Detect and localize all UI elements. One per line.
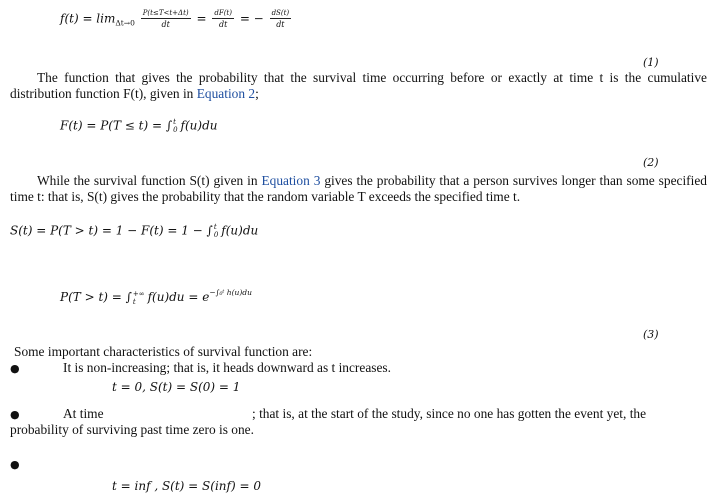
eq3-number: (3) [643,328,659,341]
eq1-fraction-probability [141,8,191,30]
eq3a-integral-limits [214,223,218,239]
eq3b-exponent: −∫₀ᵗ h(u)du [209,288,252,297]
eq1-lhs: f(t) = lim [60,11,116,26]
eq2-int-upper: t [173,118,176,126]
eq1-number: (1) [643,56,659,69]
paragraph-cdf [10,70,707,102]
eq1-frac2-denominator: dt [219,20,228,29]
bullet-2-lead: At time [63,406,104,421]
characteristics-intro: Some important characteristics of survival function are: [14,344,313,359]
eq1-frac1-denominator: dt [161,20,170,29]
eq3a-left: S(t) = P(T > t) = 1 − F(t) = 1 − ∫ [10,223,213,238]
para1-equation-ref[interactable]: Equation 2 [196,86,256,101]
eq1-frac2-numerator: dF(t) [214,9,232,17]
eq1-limit-subscript: Δt→0 [115,18,135,28]
equation-2 [60,118,218,134]
eq2-left: F(t) = P(T ≤ t) = ∫ [60,118,173,133]
eq1-fraction-dS [270,8,292,30]
eq3b-int-upper: +∞ [132,289,145,298]
bullet-2-text: ; that is, at the start of the study, since no one has gotten the event yet, the [252,406,647,421]
eq3b-mid: f(u)du = e [147,290,210,304]
eq1-frac1-numerator: P(t≤T<t+Δt) [142,9,189,17]
equation-3a [10,223,258,239]
eq3a-right: f(u)du [221,223,259,238]
eq3b-integral-limits [133,290,145,306]
eq2-number: (2) [643,156,659,169]
para2-text: While the survival function S(t) given in [37,173,262,188]
eq3a-int-upper: t [213,223,217,231]
bullet-3-equation: t = inf , S(t) = S(inf) = 0 [112,479,261,493]
bullet-1-equation: t = 0, S(t) = S(0) = 1 [112,380,241,394]
bullet-1-symbol: ● [10,362,20,375]
equation-3b [60,288,252,306]
paragraph-survival [10,173,707,205]
bullet-3-symbol: ● [10,458,20,471]
eq1-equals-a: = [196,11,207,26]
eq1-frac3-denominator: dt [276,20,285,29]
eq1-frac3-numerator: dS(t) [271,9,290,17]
eq1-fraction-dF [212,8,234,30]
bullet-2-text-continued: probability of surviving past time zero is one. [10,422,254,437]
eq2-right: f(u)du [180,118,218,133]
para2-equation-ref[interactable]: Equation 3 [261,173,321,188]
eq3b-int-lower: t [132,297,136,306]
eq2-int-lower: 0 [173,126,178,134]
para1-text-after: ; [255,86,259,101]
bullet-2-symbol: ● [10,408,20,421]
eq3b-left: P(T > t) = ∫ [60,290,132,304]
eq2-integral-limits [173,118,177,134]
para1-text: The function that gives the probability that the survival time occurring before or exactly at time t is the cumulative distribution function F(t), given in [10,70,707,101]
para2-text-after: gives the probability that a person survives longer than some specified time t: that is, S(t) gives the probability that the random variable T exceeds the specified time t. [10,173,707,204]
bullet-1-text: It is non-increasing; that is, it heads downward as t increases. [63,360,391,375]
equation-1 [60,8,293,30]
eq3a-int-lower: 0 [213,231,219,239]
eq1-equals-b: = − [239,11,264,26]
